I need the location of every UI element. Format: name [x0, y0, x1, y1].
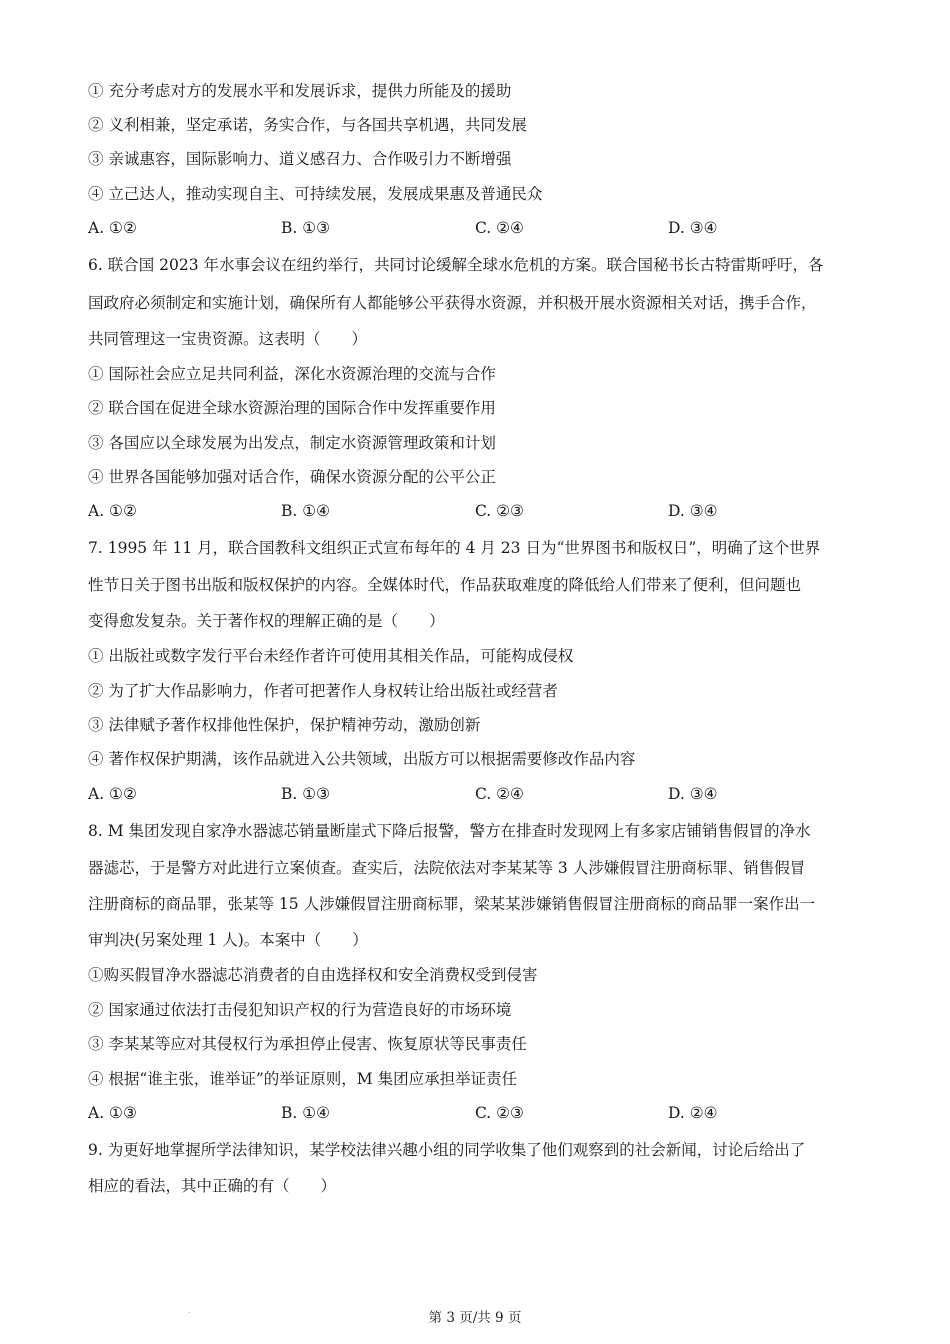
question-9-stem-line: 9. 为更好地掌握所学法律知识，某学校法律兴趣小组的同学收集了他们观察到的社会新闻，讨论后给出了	[88, 1141, 806, 1159]
question-8-stem-line: 器滤芯，于是警方对此进行立案侦查。查实后，法院依法对李某某等 3 人涉嫌假冒注册商标罪、销售假冒	[88, 859, 806, 877]
option-c: C. ②④	[475, 785, 524, 803]
option-d: D. ③④	[668, 502, 718, 520]
statement-3: ③ 法律赋予著作权排他性保护，保护精神劳动，激励创新	[88, 716, 481, 734]
statement-2: ② 为了扩大作品影响力，作者可把著作人身权转让给出版社或经营者	[88, 682, 558, 700]
question-6-stem-line: 国政府必须制定和实施计划，确保所有人都能够公平获得水资源，并积极开展水资源相关对话，携手合作，	[88, 294, 817, 312]
statement-1: ① 充分考虑对方的发展水平和发展诉求，提供力所能及的援助	[88, 82, 512, 100]
question-8-stem-line: 审判决(另案处理 1 人)。本案中（ ）	[88, 931, 368, 949]
statement-1: ①购买假冒净水器滤芯消费者的自由选择权和安全消费权受到侵害	[88, 966, 538, 984]
option-a: A. ①②	[88, 785, 137, 803]
option-b: B. ①③	[281, 219, 331, 237]
question-7-stem-line: 性节日关于图书出版和版权保护的内容。全媒体时代，作品获取难度的降低给人们带来了便利，但问题也	[88, 576, 802, 594]
statement-3: ③ 各国应以全球发展为出发点，制定水资源管理政策和计划	[88, 434, 496, 452]
statement-4: ④ 立己达人，推动实现自主、可持续发展，发展成果惠及普通民众	[88, 185, 543, 203]
statement-4: ④ 著作权保护期满，该作品就进入公共领域，出版方可以根据需要修改作品内容	[88, 750, 636, 768]
question-6-stem-line: 共同管理这一宝贵资源。这表明（ ）	[88, 330, 368, 348]
statement-2: ② 国家通过依法打击侵犯知识产权的行为营造良好的市场环境	[88, 1001, 512, 1019]
statement-3: ③ 亲诚惠容，国际影响力、道义感召力、合作吸引力不断增强	[88, 150, 512, 168]
question-8-stem-line: 8. M 集团发现自家净水器滤芯销量断崖式下降后报警，警方在排查时发现网上有多家店铺销售假冒的净水	[88, 822, 811, 840]
statement-2: ② 联合国在促进全球水资源治理的国际合作中发挥重要作用	[88, 399, 496, 417]
option-b: B. ①④	[281, 1104, 331, 1122]
option-c: C. ②③	[475, 1104, 524, 1122]
question-7-stem-line: 变得愈发复杂。关于著作权的理解正确的是（ ）	[88, 612, 445, 630]
option-c: C. ②③	[475, 502, 524, 520]
page-number: 第 3 页/共 9 页	[428, 1310, 522, 1326]
question-7-stem-line: 7. 1995 年 11 月，联合国教科文组织正式宣布每年的 4 月 23 日为“世界图书和版权日”，明确了这个世界	[88, 539, 821, 557]
option-a: A. ①②	[88, 219, 137, 237]
question-9-stem-line: 相应的看法，其中正确的有（ ）	[88, 1177, 337, 1195]
option-d: D. ③④	[668, 785, 718, 803]
question-8-stem-line: 注册商标的商品罪，张某等 15 人涉嫌假冒注册商标罪，梁某某涉嫌销售假冒注册商标的商品罪一案作出一	[88, 895, 816, 913]
statement-3: ③ 李某某等应对其侵权行为承担停止侵害、恢复原状等民事责任	[88, 1035, 527, 1053]
statement-2: ② 义利相兼，坚定承诺，务实合作，与各国共享机遇，共同发展	[88, 116, 527, 134]
option-d: D. ②④	[668, 1104, 718, 1122]
footer-dot: .	[188, 1306, 191, 1315]
statement-1: ① 国际社会应立足共同利益，深化水资源治理的交流与合作	[88, 365, 496, 383]
option-c: C. ②④	[475, 219, 524, 237]
option-b: B. ①③	[281, 785, 331, 803]
question-6-stem-line: 6. 联合国 2023 年水事会议在纽约举行，共同讨论缓解全球水危机的方案。联合国秘书长古特雷斯呼吁，各	[88, 256, 824, 274]
statement-1: ① 出版社或数字发行平台未经作者许可使用其相关作品，可能构成侵权	[88, 647, 574, 665]
option-a: A. ①②	[88, 502, 137, 520]
option-a: A. ①③	[88, 1104, 137, 1122]
statement-4: ④ 世界各国能够加强对话合作，确保水资源分配的公平公正	[88, 468, 496, 486]
statement-4: ④ 根据“谁主张，谁举证”的举证原则，M 集团应承担举证责任	[88, 1070, 518, 1088]
option-d: D. ③④	[668, 219, 718, 237]
option-b: B. ①④	[281, 502, 331, 520]
